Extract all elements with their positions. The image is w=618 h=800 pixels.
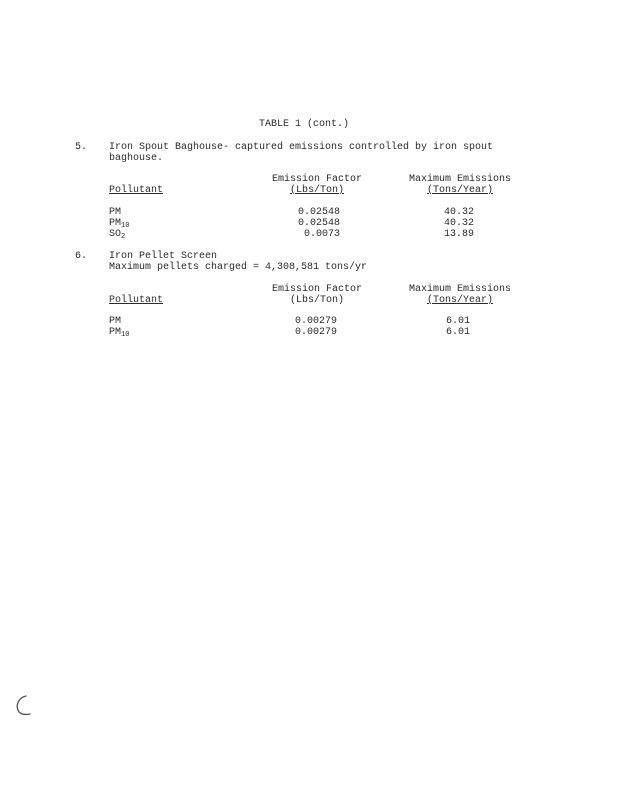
max-emissions-cell: 40.32	[443, 218, 474, 229]
section-5-col-max-emissions-1: Maximum Emissions	[408, 174, 512, 185]
section-5-number: 5.	[75, 142, 88, 153]
section-5-heading-line2: baghouse.	[109, 153, 164, 164]
emission-factor-cell: 0.00279	[294, 327, 337, 338]
section-6-col-emission-factor-1: Emission Factor	[271, 284, 363, 295]
emission-factor-cell: 0.0073	[303, 229, 340, 240]
emission-factor-cell: 0.00279	[294, 316, 337, 327]
section-5-col-emission-factor-1: Emission Factor	[271, 174, 363, 185]
section-6-col-emission-factor-2: (Lbs/Ton)	[289, 295, 345, 306]
pollutant-cell: $PM_{10}$	[109, 327, 130, 339]
max-emissions-cell: 6.01	[445, 327, 470, 338]
emission-factor-cell: 0.02548	[297, 207, 340, 218]
max-emissions-cell: 6.01	[445, 316, 470, 327]
section-6-col-max-emissions-2: (Tons/Year)	[426, 295, 494, 306]
max-emissions-cell: 13.89	[443, 229, 474, 240]
max-emissions-cell: 40.32	[443, 207, 474, 218]
section-6-heading-line2: Maximum pellets charged = 4,308,581 tons/yr	[109, 262, 368, 273]
pollutant-cell: PM	[109, 316, 122, 327]
section-5-heading-line1: Iron Spout Baghouse- captured emissions controlled by iron spout	[109, 142, 494, 153]
section-6-number: 6.	[75, 251, 88, 262]
pollutant-cell: $PM_{10}$	[109, 218, 130, 230]
section-6-col-pollutant: Pollutant	[109, 295, 164, 306]
section-6-col-max-emissions-1: Maximum Emissions	[408, 284, 512, 295]
pollutant-cell: PM	[109, 207, 122, 218]
section-6-heading-line1: Iron Pellet Screen	[109, 251, 218, 262]
section-5-col-max-emissions-2: (Tons/Year)	[426, 185, 494, 196]
table-title: TABLE 1 (cont.)	[259, 119, 350, 130]
scan-mark-icon	[12, 694, 34, 716]
section-5-col-pollutant: Pollutant	[109, 185, 164, 196]
pollutant-cell: $SO_2$	[109, 229, 126, 241]
section-5-col-emission-factor-2: (Lbs/Ton)	[289, 185, 345, 196]
emission-factor-cell: 0.02548	[297, 218, 340, 229]
